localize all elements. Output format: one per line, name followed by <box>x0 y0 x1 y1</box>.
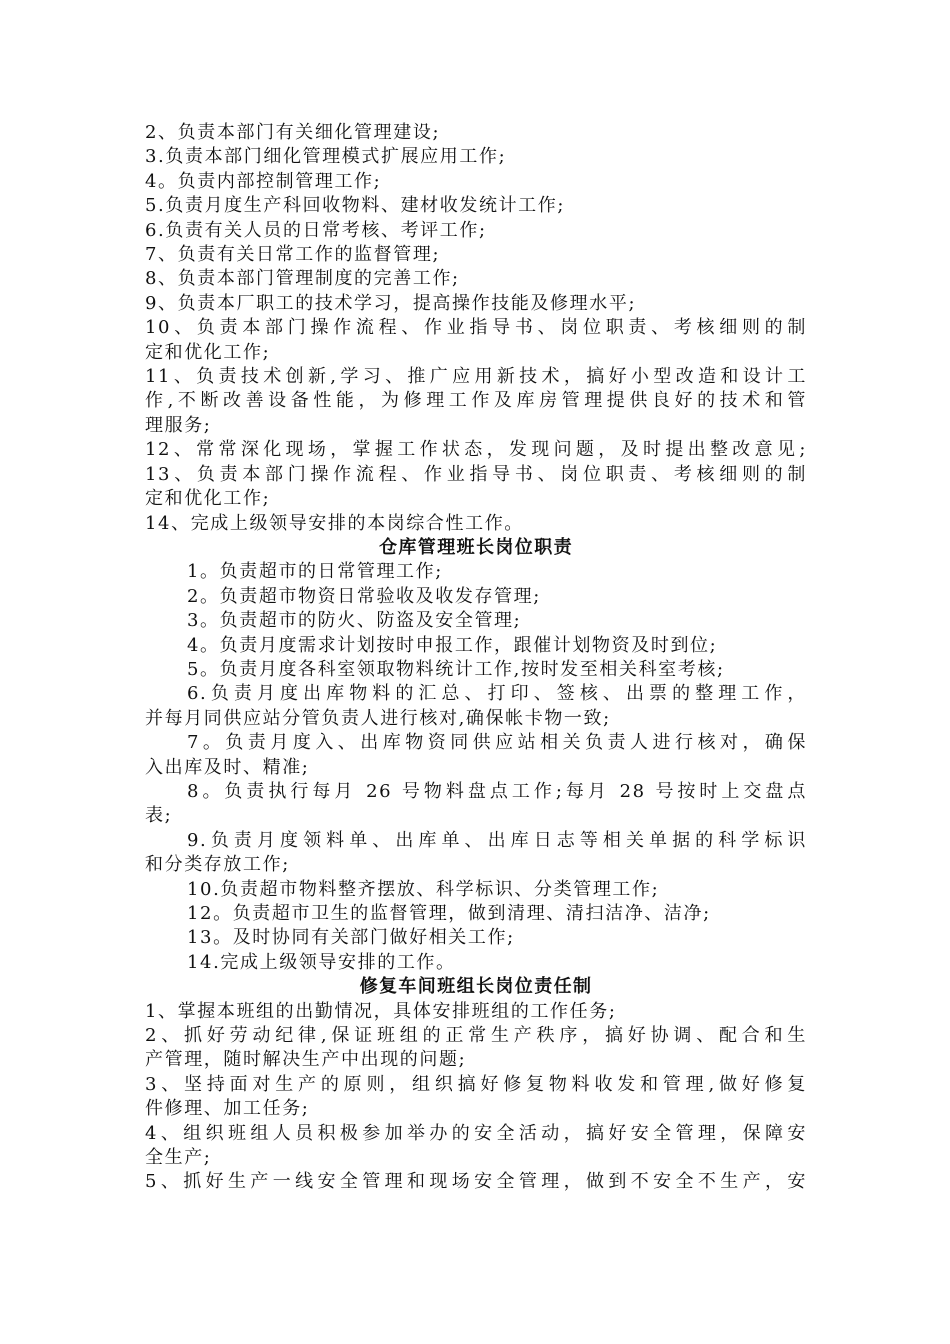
duty-line: 表; <box>145 805 173 827</box>
duty-line: 12、常常深化现场，掌握工作状态，发现问题，及时提出整改意见; <box>145 439 807 461</box>
section-title-warehouse: 仓库管理班长岗位职责 <box>379 536 573 558</box>
duty-line: 13、负责本部门操作流程、作业指导书、岗位职责、考核细则的制 <box>145 463 807 485</box>
duty-line: 3、坚持面对生产的原则，组织搞好修复物料收发和管理,做好修复 <box>145 1073 807 1095</box>
duty-line: 3.负责本部门细化管理模式扩展应用工作; <box>145 146 507 168</box>
duty-line: 1。负责超市的日常管理工作; <box>187 561 443 583</box>
duty-line: 6.负责月度出库物料的汇总、打印、签核、出票的整理工作， <box>187 683 807 705</box>
duty-line: 13。及时协同有关部门做好相关工作; <box>187 927 515 949</box>
duty-line: 并每月同供应站分管负责人进行核对,确保帐卡物一致; <box>145 707 611 729</box>
duty-line: 11、负责技术创新,学习、推广应用新技术，搞好小型改造和设计工 <box>145 366 807 388</box>
duty-line: 14、完成上级领导安排的本岗综合性工作。 <box>145 512 524 534</box>
duty-line: 和分类存放工作; <box>145 854 290 876</box>
duty-line: 3。负责超市的防火、防盗及安全管理; <box>187 610 522 632</box>
duty-line: 8。负责执行每月 26 号物料盘点工作;每月 28 号按时上交盘点 <box>187 780 807 802</box>
duty-line: 2。负责超市物资日常验收及收发存管理; <box>187 585 541 607</box>
duty-line: 4。负责内部控制管理工作; <box>145 170 382 192</box>
section-warehouse-leader <box>145 536 807 975</box>
duty-line: 定和优化工作; <box>145 488 271 510</box>
duty-line: 5。负责月度各科室领取物料统计工作,按时发至相关科室考核; <box>187 658 725 680</box>
duty-line: 件修理、加工任务; <box>145 1098 310 1120</box>
duty-line: 2、负责本部门有关细化管理建设; <box>145 122 441 143</box>
duty-line: 9、负责本厂职工的技术学习，提高操作技能及修理水平; <box>145 292 637 314</box>
duty-line: 14.完成上级领导安排的工作。 <box>187 951 456 973</box>
duty-line: 4、组织班组人员积极参加举办的安全活动，搞好安全管理，保障安 <box>145 1122 807 1144</box>
duty-line: 8、负责本部门管理制度的完善工作; <box>145 268 460 290</box>
duty-line: 4。负责月度需求计划按时申报工作，跟催计划物资及时到位; <box>187 634 718 656</box>
duty-line: 7。负责月度入、出库物资同供应站相关负责人进行核对，确保 <box>187 732 807 754</box>
duty-line: 6.负责有关人员的日常考核、考评工作; <box>145 219 487 241</box>
duty-line: 12。负责超市卫生的监督管理，做到清理、清扫洁净、洁净; <box>187 903 711 924</box>
duty-line: 10、负责本部门操作流程、作业指导书、岗位职责、考核细则的制 <box>145 317 807 339</box>
duty-line: 2、抓好劳动纪律,保证班组的正常生产秩序，搞好协调、配合和生 <box>145 1025 807 1047</box>
section-department-duties <box>145 121 807 536</box>
duty-line: 5、抓好生产一线安全管理和现场安全管理，做到不安全不生产，安 <box>145 1171 807 1193</box>
duty-line: 理服务; <box>145 414 212 436</box>
document-page <box>145 121 807 1195</box>
duty-line: 7、负责有关日常工作的监督管理; <box>145 244 441 266</box>
duty-line: 10.负责超市物料整齐摆放、科学标识、分类管理工作; <box>187 878 660 900</box>
section-repair-workshop <box>145 975 807 1195</box>
duty-line: 作,不断改善设备性能，为修理工作及库房管理提供良好的技术和管 <box>145 390 807 412</box>
duty-line: 入出库及时、精准; <box>145 756 310 778</box>
duty-line: 产管理，随时解决生产中出现的问题; <box>145 1049 467 1071</box>
section-title-repair: 修复车间班组长岗位责任制 <box>359 976 593 998</box>
duty-line: 1、掌握本班组的出勤情况，具体安排班组的工作任务; <box>145 1000 617 1022</box>
duty-line: 5.负责月度生产科回收物料、建材收发统计工作; <box>145 195 566 217</box>
duty-line: 9.负责月度领料单、出库单、出库日志等相关单据的科学标识 <box>187 829 807 851</box>
duty-line: 定和优化工作; <box>145 341 271 363</box>
duty-line: 全生产; <box>145 1147 212 1169</box>
